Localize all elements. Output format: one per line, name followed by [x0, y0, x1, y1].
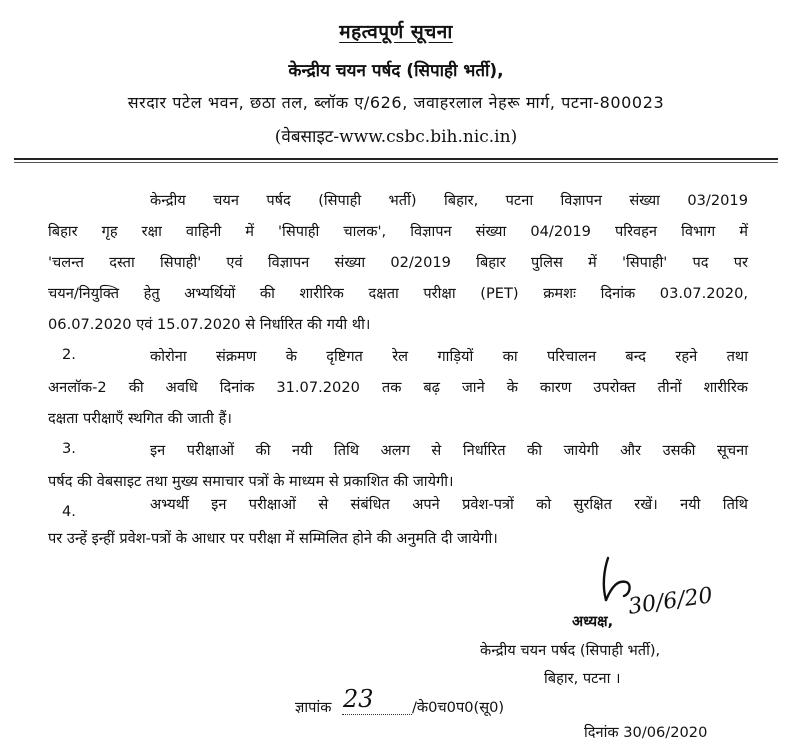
para1-line: 06.07.2020 एवं 15.07.2020 से निर्धारित की गयी थी। [48, 316, 371, 333]
para3-line: इन परीक्षाओं की नयी तिथि अलग से निर्धारित की जायेगी और उसकी सूचना [150, 442, 748, 459]
header-divider-thin [14, 162, 778, 163]
organization-website: (वेबसाइट-www.csbc.bih.nic.in) [274, 127, 518, 147]
header-divider [14, 158, 778, 160]
signatory-org: केन्द्रीय चयन पर्षद (सिपाही भर्ती), [480, 642, 661, 659]
para2-line: कोरोना संक्रमण के दृष्टिगत रेल गाड़ियों का परिचालन बन्द रहने तथा [150, 348, 748, 365]
para3-line: पर्षद की वेबसाइट तथा मुख्य समाचार पत्रों के माध्यम से प्रकाशित की जायेगी। [48, 473, 454, 490]
reference-number-line [342, 714, 412, 715]
reference-date: दिनांक 30/06/2020 [584, 724, 708, 741]
signatory-title: अध्यक्ष, [572, 613, 614, 630]
organization-name: केन्द्रीय चयन पर्षद (सिपाही भर्ती), [288, 61, 504, 81]
handwritten-date: 30/6/20 [626, 583, 715, 620]
para1-line: चयन/नियुक्ति हेतु अभ्यर्थियों की शारीरिक दक्षता परीक्षा (PET) क्रमशः दिनांक 03.07.2020, [48, 285, 748, 302]
organization-address: सरदार पटेल भवन, छठा तल, ब्लॉक ए/626, जवाहरलाल नेहरू मार्ग, पटना-800023 [127, 93, 665, 112]
para1-line: 'चलन्त दस्ता सिपाही' एवं विज्ञापन संख्या 02/2019 बिहार पुलिस में 'सिपाही' पद पर [48, 254, 748, 271]
para2-line: दक्षता परीक्षाएँ स्थगित की जाती हैं। [48, 410, 232, 427]
para3-number: 3. [62, 440, 76, 457]
reference-number: 23 [343, 685, 374, 713]
notice-title: महत्वपूर्ण सूचना [339, 21, 453, 43]
para4-line: अभ्यर्थी इन परीक्षाओं से संबंधित अपने प्रवेश-पत्रों को सुरक्षित रखें। नयी तिथि [150, 496, 748, 513]
reference-suffix: /के0च0प0(सू0) [412, 699, 505, 716]
para4-number: 4. [62, 503, 76, 520]
para4-line: पर उन्हें इन्हीं प्रवेश-पत्रों के आधार पर परीक्षा में सम्मिलित होने की अनुमति दी जायेगी। [48, 530, 498, 547]
para2-number: 2. [62, 346, 76, 363]
para1-line: केन्द्रीय चयन पर्षद (सिपाही भर्ती) बिहार, पटना विज्ञापन संख्या 03/2019 [150, 192, 748, 209]
para1-line: बिहार गृह रक्षा वाहिनी में 'सिपाही चालक', विज्ञापन संख्या 04/2019 परिवहन विभाग में [48, 223, 748, 240]
reference-label: ज्ञापांक [295, 699, 332, 716]
para2-line: अनलॉक-2 की अवधि दिनांक 31.07.2020 तक बढ़ जाने के कारण उपरोक्त तीनों शारीरिक [48, 379, 748, 396]
signatory-place: बिहार, पटना । [544, 670, 621, 687]
